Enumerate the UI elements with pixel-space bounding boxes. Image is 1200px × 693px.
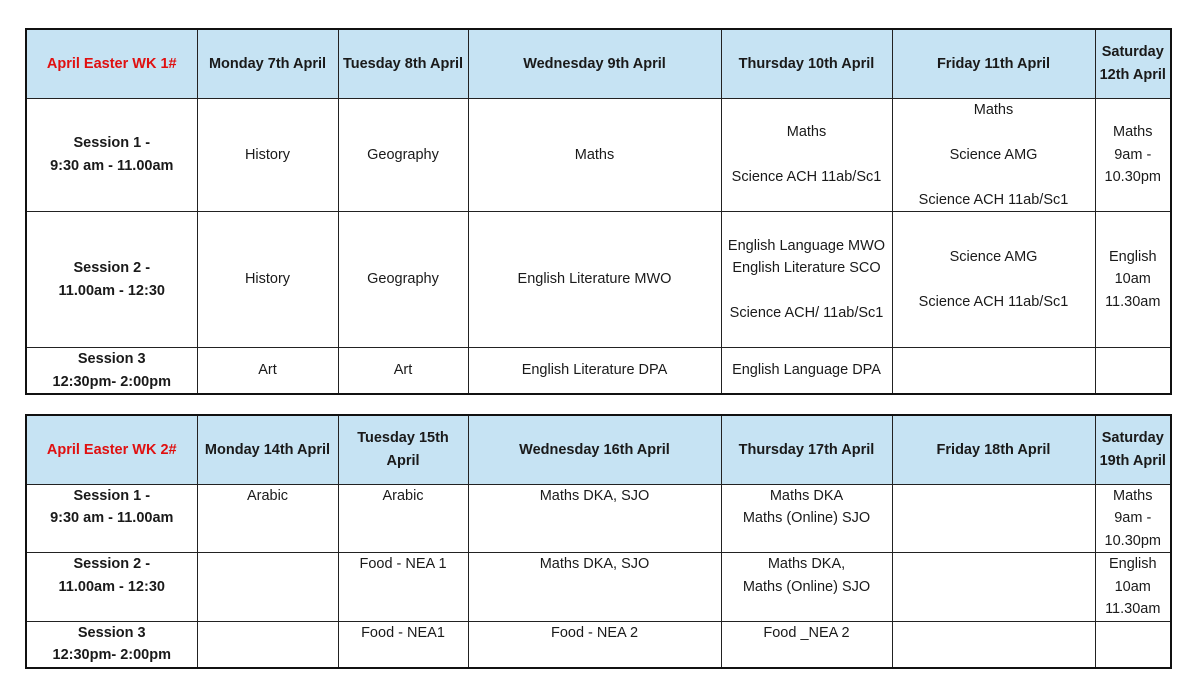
day-header: Saturday 12th April (1095, 29, 1171, 98)
subject-text: Maths DKA, (767, 556, 846, 572)
timetable-cell (892, 98, 1095, 212)
timetable-cell (468, 348, 721, 395)
subject-text: 10am (1114, 271, 1151, 288)
timetable-cell (197, 621, 338, 668)
subject-text: Maths DKA (769, 487, 844, 504)
timetable-cell (468, 484, 721, 553)
day-header: Friday 18th April (892, 415, 1095, 484)
timetable-cell (338, 98, 468, 212)
timetable-cell (338, 212, 468, 348)
session-label-line: Session 1 - (73, 487, 151, 504)
cell-spacer (724, 144, 890, 167)
session-label-line: 11.00am - 12:30 (58, 578, 165, 595)
day-header: Friday 11th April (892, 29, 1095, 98)
timetable-cell (468, 98, 721, 212)
timetable-cell (468, 621, 721, 668)
subject-text: English Literature MWO (517, 271, 672, 288)
subject-text: English Literature SCO (732, 260, 881, 276)
timetable-cell (197, 98, 338, 212)
timetable-cell (1095, 484, 1171, 553)
day-header: Thursday 10th April (721, 29, 892, 98)
subject-text: Maths (1113, 124, 1153, 140)
timetable-cell (721, 484, 892, 553)
day-header: Tuesday 15th April (338, 415, 468, 484)
subject-text: English Literature DPA (521, 362, 668, 379)
timetable-cell (892, 348, 1095, 395)
subject-text: 9am - (1114, 510, 1152, 526)
timetable-cell (1095, 553, 1171, 622)
session-label (26, 212, 197, 348)
day-header: Monday 7th April (197, 29, 338, 98)
subject-text: 10.30pm (1104, 169, 1161, 185)
session-label-line: 9:30 am - 11.00am (50, 510, 174, 526)
subject-text: Maths (1113, 487, 1153, 504)
subject-text: Geography (367, 146, 439, 163)
timetable-cell (892, 553, 1095, 622)
subject-text: Arabic (246, 487, 289, 504)
subject-text: English Language DPA (732, 362, 881, 379)
subject-text: History (244, 271, 291, 288)
day-header: Saturday 19th April (1095, 415, 1171, 484)
timetable-cell (338, 553, 468, 622)
day-header: Thursday 17th April (721, 415, 892, 484)
timetable-cell (197, 348, 338, 395)
subject-text: 11.30am (1105, 293, 1161, 310)
timetable-cell (721, 98, 892, 212)
subject-text: English (1108, 556, 1157, 572)
timetable-cell (1095, 212, 1171, 348)
subject-text: 10.30pm (1104, 532, 1161, 549)
timetable-cell (721, 553, 892, 622)
timetable-cell (721, 348, 892, 395)
session-row (26, 98, 1171, 212)
session-label-line: Session 3 (77, 351, 146, 367)
subject-text: 11.30am (1105, 601, 1161, 617)
session-label (26, 98, 197, 212)
subject-text: Food - NEA1 (361, 624, 445, 641)
cell-spacer (895, 268, 1093, 291)
week1-header-row (26, 29, 1171, 98)
timetable-cell (892, 621, 1095, 668)
timetable-cell (1095, 621, 1171, 668)
session-label-line: Session 1 - (73, 135, 151, 152)
session-label (26, 484, 197, 553)
subject-text: Maths (574, 146, 615, 163)
timetable-cell (721, 212, 892, 348)
subject-text: Food _NEA 2 (763, 624, 850, 641)
session-row (26, 621, 1171, 668)
session-label-line: Session 3 (77, 624, 146, 641)
session-label-line: 12:30pm- 2:00pm (52, 647, 171, 663)
subject-text: Food - NEA 1 (359, 556, 447, 572)
timetable-cell (468, 553, 721, 622)
timetable-cell (1095, 348, 1171, 395)
subject-text: Art (393, 362, 413, 379)
session-label-line: Session 2 - (73, 260, 151, 276)
week1-timetable (25, 28, 1172, 395)
timetable-cell (338, 621, 468, 668)
subject-text: Arabic (382, 487, 424, 504)
subject-text: English Language MWO (727, 237, 886, 254)
subject-text: Maths DKA, SJO (539, 487, 650, 504)
timetable-cell (197, 212, 338, 348)
session-row (26, 212, 1171, 348)
week2-timetable (25, 414, 1172, 669)
subject-text: Maths DKA, SJO (539, 556, 650, 572)
session-row (26, 484, 1171, 553)
subject-text: Science ACH 11ab/Sc1 (918, 191, 1069, 208)
timetable-cell (338, 484, 468, 553)
subject-text: English (1108, 248, 1157, 265)
subject-text: Science ACH 11ab/Sc1 (918, 293, 1069, 310)
day-header: Tuesday 8th April (338, 29, 468, 98)
timetable-cell (721, 621, 892, 668)
session-label (26, 553, 197, 622)
day-header: Monday 14th April (197, 415, 338, 484)
session-label-line: 9:30 am - 11.00am (50, 157, 174, 174)
timetable-cell (468, 212, 721, 348)
cell-spacer (895, 166, 1093, 189)
session-label-line: 11.00am - 12:30 (58, 282, 165, 299)
cell-spacer (724, 280, 890, 303)
week2-header-row (26, 415, 1171, 484)
subject-text: Maths (786, 124, 827, 140)
day-header: Wednesday 9th April (468, 29, 721, 98)
subject-text: Science ACH 11ab/Sc1 (731, 169, 882, 185)
subject-text: 9am - (1114, 146, 1152, 163)
subject-text: Maths (Online) SJO (742, 510, 871, 526)
timetable-cell (892, 484, 1095, 553)
timetable-cell (892, 212, 1095, 348)
timetable-cell (197, 553, 338, 622)
session-row (26, 553, 1171, 622)
subject-text: Geography (367, 271, 439, 288)
timetable-cell (338, 348, 468, 395)
subject-text: Art (258, 362, 277, 379)
subject-text: 10am (1114, 578, 1151, 595)
session-row (26, 348, 1171, 395)
session-label (26, 621, 197, 668)
subject-text: Maths (Online) SJO (742, 578, 871, 595)
subject-text: History (244, 146, 291, 163)
session-label-line: Session 2 - (73, 556, 151, 572)
subject-text: Science ACH/ 11ab/Sc1 (729, 305, 884, 321)
day-header: Wednesday 16th April (468, 415, 721, 484)
session-label (26, 348, 197, 395)
week2-title: April Easter WK 2# (26, 415, 197, 484)
session-label-line: 12:30pm- 2:00pm (52, 373, 171, 390)
subject-text: Food - NEA 2 (550, 624, 639, 641)
subject-text: Maths (973, 101, 1014, 118)
subject-text: Science AMG (949, 146, 1038, 163)
timetable-cell (197, 484, 338, 553)
timetable-cell (1095, 98, 1171, 212)
subject-text: Science AMG (949, 248, 1038, 265)
cell-spacer (895, 121, 1093, 144)
week1-title: April Easter WK 1# (26, 29, 197, 98)
